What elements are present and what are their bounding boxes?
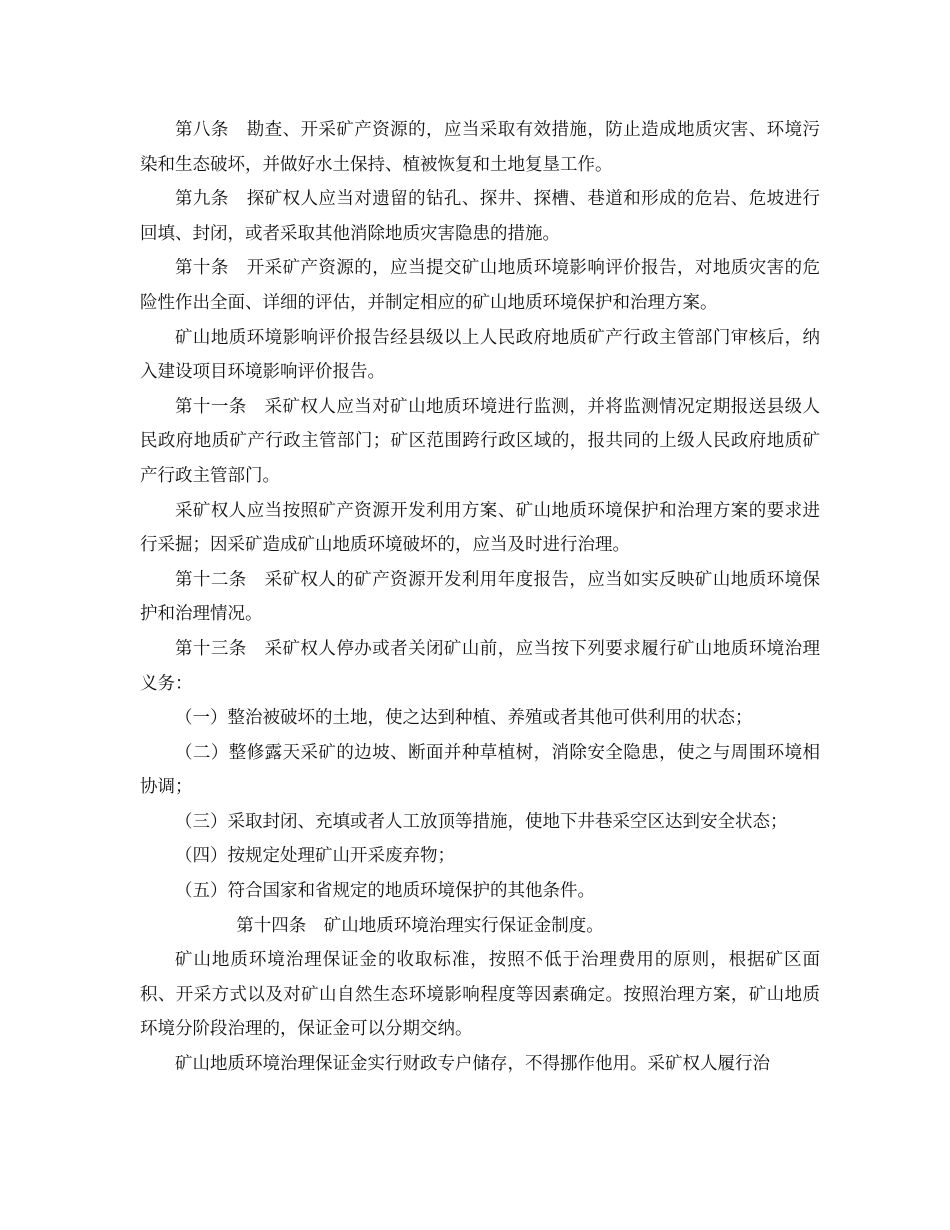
- article-11-paragraph: 第十一条 采矿权人应当对矿山地质环境进行监测，并将监测情况定期报送县级人民政府地质矿产行政主管部门；矿区范围跨行政区域的，报共同的上级人民政府地质矿产行政主管部门。: [140, 396, 820, 486]
- article-10-paragraph: 第十条 开采矿产资源的，应当提交矿山地质环境影响评价报告，对地质灾害的危险性作出全面、详细的评估，并制定相应的矿山地质环境保护和治理方案。: [140, 258, 820, 313]
- article-13-item-3: （三）采取封闭、充填或者人工放顶等措施，使地下井巷采空区达到安全状态；: [175, 811, 788, 832]
- article-8-paragraph: 第八条 勘查、开采矿产资源的，应当采取有效措施，防止造成地质灾害、环境污染和生态破坏，并做好水土保持、植被恢复和土地复垦工作。: [140, 120, 820, 175]
- article-13-item-2: （二）整修露天采矿的边坡、断面并种草植树，消除安全隐患，使之与周围环境相协调；: [140, 742, 820, 798]
- article-10-continuation-paragraph: 矿山地质环境影响评价报告经县级以上人民政府地质矿产行政主管部门审核后，纳入建设项目环境影响评价报告。: [140, 327, 820, 383]
- article-13-item-4: （四）按规定处理矿山开采废弃物；: [175, 846, 455, 867]
- document-body: [140, 113, 820, 1082]
- article-11-continuation-paragraph: 采矿权人应当按照矿产资源开发利用方案、矿山地质环境保护和治理方案的要求进行采掘；因采矿造成矿山地质环境破坏的，应当及时进行治理。: [140, 500, 820, 556]
- article-9-paragraph: 第九条 探矿权人应当对遗留的钻孔、探井、探槽、巷道和形成的危岩、危坡进行回填、封闭，或者采取其他消除地质灾害隐患的措施。: [140, 189, 820, 244]
- article-14-deposit-paragraph: 矿山地质环境治理保证金实行财政专户储存，不得挪作他用。采矿权人履行治: [175, 1054, 770, 1075]
- article-12-paragraph: 第十二条 采矿权人的矿产资源开发利用年度报告，应当如实反映矿山地质环境保护和治理情况。: [140, 569, 820, 625]
- article-13-item-5: （五）符合国家和省规定的地质环境保护的其他条件。: [175, 881, 595, 902]
- article-14-paragraph: 第十四条 矿山地质环境治理实行保证金制度。: [236, 915, 604, 936]
- article-13-paragraph: 第十三条 采矿权人停办或者关闭矿山前，应当按下列要求履行矿山地质环境治理义务：: [140, 638, 820, 694]
- article-14-standard-paragraph: 矿山地质环境治理保证金的收取标准，按照不低于治理费用的原则，根据矿区面积、开采方式以及对矿山自然生态环境影响程度等因素确定。按照治理方案，矿山地质环境分阶段治理的，保证金可以分期交纳。: [140, 950, 820, 1040]
- article-13-item-1: （一）整治被破坏的土地，使之达到种植、养殖或者其他可供利用的状态；: [175, 708, 753, 729]
